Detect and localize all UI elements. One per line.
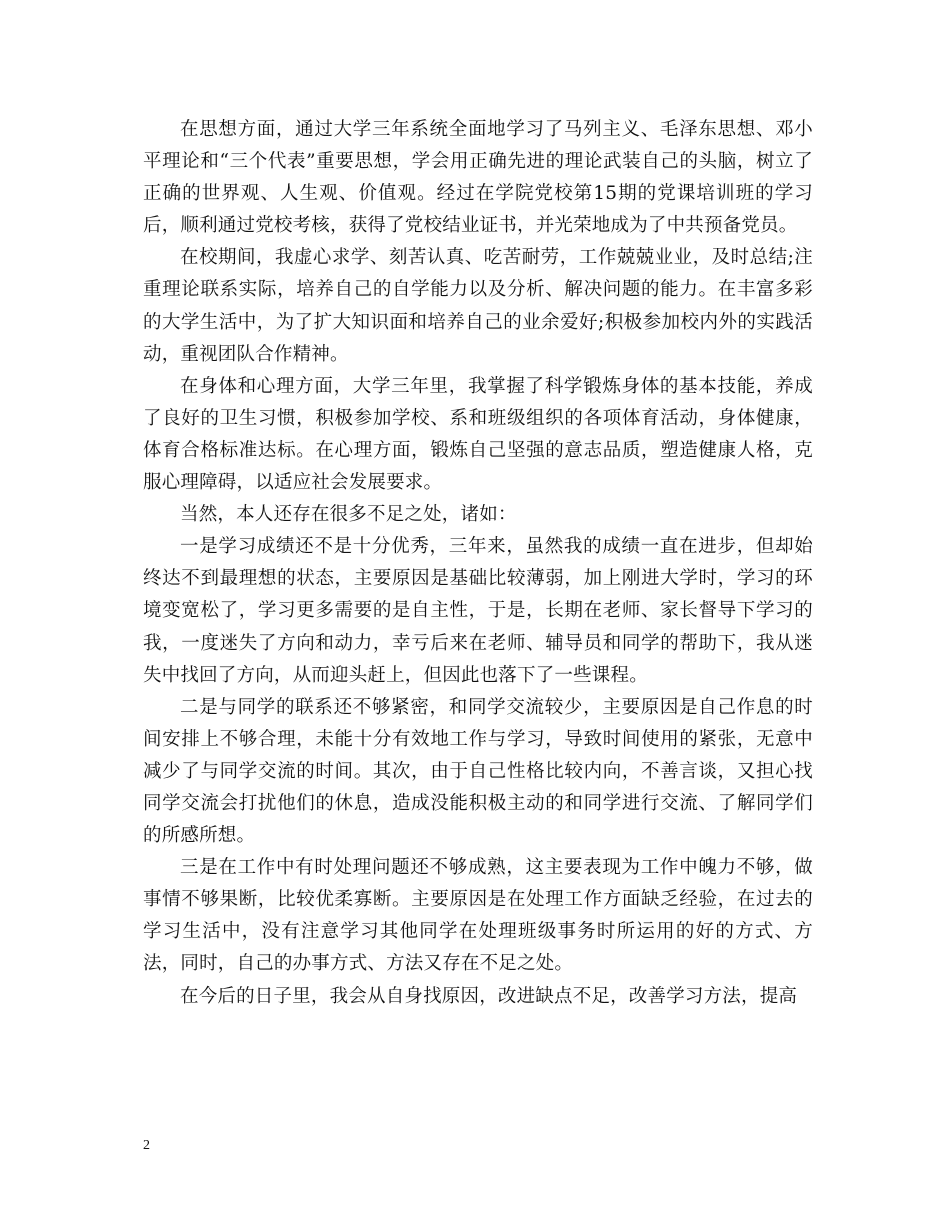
- paragraph-shortcoming-1: 一是学习成绩还不是十分优秀，三年来，虽然我的成绩一直在进步，但却始终达不到最理想的状态，主要原因是基础比较薄弱，加上刚进大学时，学习的环境变宽松了，学习更多需要的是自主性，于是，长期在老师、家长督导下学习的我，一度迷失了方向和动力，幸亏后来在老师、辅导员和同学的帮助下，我从迷失中找回了方向，从而迎头赶上，但因此也落下了一些课程。: [143, 536, 813, 686]
- paragraph-thought: 在思想方面，通过大学三年系统全面地学习了马列主义、毛泽东思想、邓小平理论和“三个代表”重要思想，学会用正确先进的理论武装自己的头脑，树立了正确的世界观、人生观、价值观。经过在学院党校第15期的党课培训班的学习后，顺利通过党校考核，获得了党校结业证书，并光荣地成为了中共预备党员。: [143, 119, 813, 237]
- page-number: 2: [143, 1138, 150, 1153]
- document-body: [143, 114, 813, 1013]
- paragraph-future: 在今后的日子里，我会从自身找原因，改进缺点不足，改善学习方法，提高: [180, 985, 798, 1007]
- paragraph-body-mind: 在身体和心理方面，大学三年里，我掌握了科学锻炼身体的基本技能，养成了良好的卫生习惯，积极参加学校、系和班级组织的各项体育活动，身体健康，体育合格标准达标。在心理方面，锻炼自己坚强的意志品质，塑造健康人格，克服心理障碍，以适应社会发展要求。: [143, 375, 813, 494]
- paragraph-campus: 在校期间，我虚心求学、刻苦认真、吃苦耐劳，工作兢兢业业，及时总结;注重理论联系实际，培养自己的自学能力以及分析、解决问题的能力。在丰富多彩的大学生活中，为了扩大知识面和培养自己的业余爱好;积极参加校内外的实践活动，重视团队合作精神。: [143, 247, 813, 365]
- paragraph-shortcoming-2: 二是与同学的联系还不够紧密，和同学交流较少，主要原因是自己作息的时间安排上不够合理，未能十分有效地工作与学习，导致时间使用的紧张，无意中减少了与同学交流的时间。其次，由于自己性格比较内向，不善言谈，又担心找同学交流会打扰他们的休息，造成没能积极主动的和同学进行交流、了解同学们的所感所想。: [143, 696, 813, 847]
- paragraph-shortcomings-intro: 当然，本人还存在很多不足之处，诸如：: [180, 504, 517, 526]
- paragraph-shortcoming-3: 三是在工作中有时处理问题还不够成熟，这主要表现为工作中魄力不够，做事情不够果断，比较优柔寡断。主要原因是在处理工作方面缺乏经验，在过去的学习生活中，没有注意学习其他同学在处理班级事务时所运用的好的方式、方法，同时，自己的办事方式、方法又存在不足之处。: [143, 857, 813, 975]
